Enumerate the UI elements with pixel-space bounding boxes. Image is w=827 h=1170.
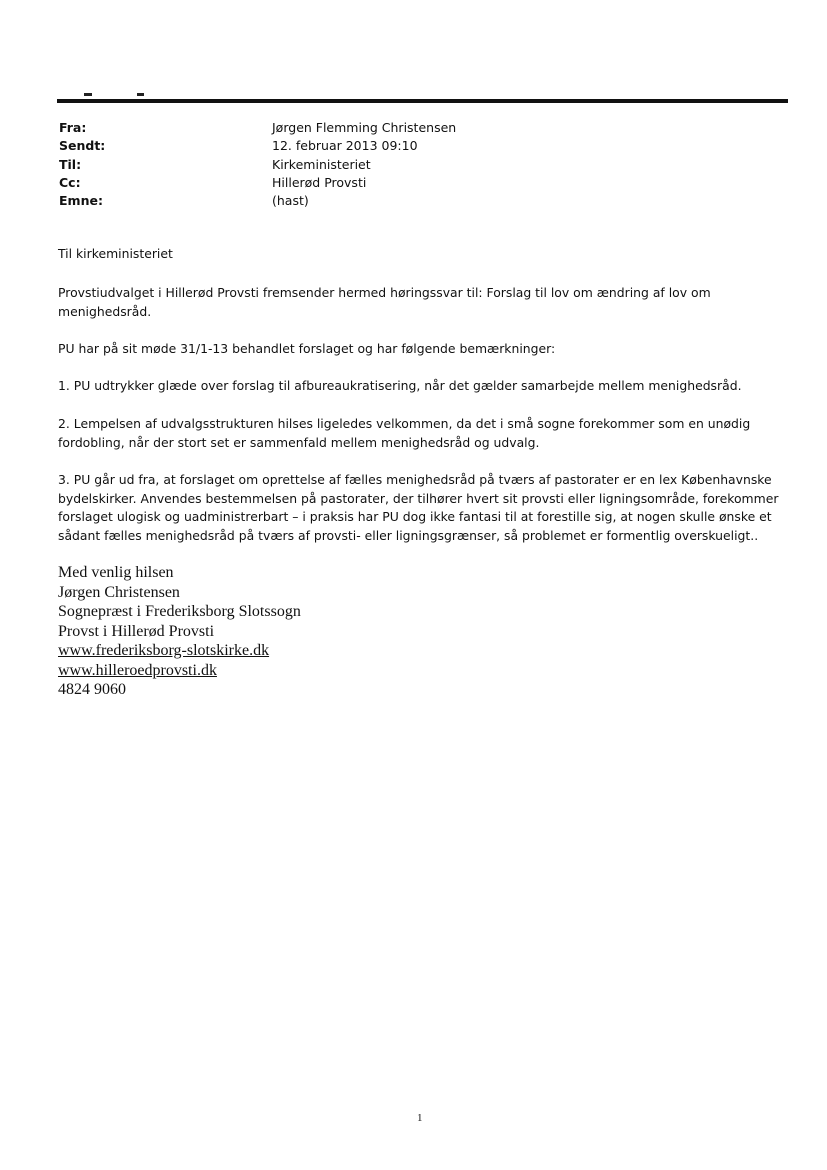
scan-mark [137, 93, 144, 96]
signature-title: Sognepræst i Frederiksborg Slotssogn [58, 603, 301, 620]
sent-value: 12. februar 2013 09:10 [272, 138, 418, 154]
from-label: Fra: [59, 120, 87, 135]
cc-value: Hillerød Provsti [272, 174, 367, 190]
signature-name: Jørgen Christensen [58, 583, 180, 601]
header-divider [57, 99, 788, 103]
body-paragraph: Provstiudvalget i Hillerød Provsti fremsender hermed høringssvar til: Forslag til lov om ændring af lov om menighedsråd. [58, 285, 711, 319]
sent-label: Sendt: [59, 138, 106, 154]
body-paragraph: 3. PU går ud fra, at forslaget om oprettelse af fælles menighedsråd på tværs af pastorater er en lex Københavnske bydelskirker. Anvendes bestemmelsen på pastorater, der tilhører hvert sit provsti eller ligningsområde, forekommer forslaget ulogisk og uadministrerbart – i praksis har PU dog ikke fantasi til at forestille sig, at nogen skulle ønske et sådant fælles menighedsråd på tværs af provsti- eller ligningsgrænser, så problemet er formentlig overskueligt.. [58, 472, 779, 543]
body-paragraph: PU har på sit møde 31/1-13 behandlet forslaget og har følgende bemærkninger: [58, 341, 556, 356]
signature-phone: 4824 9060 [58, 681, 126, 698]
scan-mark [84, 93, 92, 96]
website-link[interactable]: www.hilleroedprovsti.dk [58, 661, 217, 679]
from-value: Jørgen Flemming Christensen [272, 120, 457, 135]
body-paragraph: 1. PU udtrykker glæde over forslag til afbureaukratisering, når det gælder samarbejde mellem menighedsråd. [58, 378, 742, 393]
page-number: 1 [417, 1112, 423, 1124]
signature-title: Provst i Hillerød Provsti [58, 622, 215, 640]
subject-value: (hast) [272, 193, 309, 209]
signature [58, 563, 301, 700]
cc-label: Cc: [59, 174, 81, 190]
greeting: Til kirkeministeriet [58, 246, 173, 261]
subject-label: Emne: [59, 193, 103, 209]
signature-closing: Med venlig hilsen [58, 564, 174, 581]
to-label: Til: [59, 156, 82, 172]
website-link[interactable]: www.frederiksborg-slotskirke.dk [58, 642, 270, 659]
body-paragraph: 2. Lempelsen af udvalgsstrukturen hilses ligeledes velkommen, da det i små sogne forekommer som en unødig fordobling, når der stort set er sammenfald mellem menighedsråd og udvalg. [58, 416, 751, 450]
to-value: Kirkeministeriet [272, 156, 371, 172]
